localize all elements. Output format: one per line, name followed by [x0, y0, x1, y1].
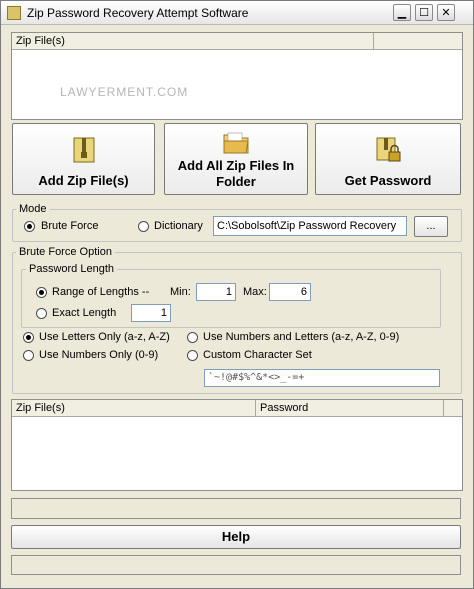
app-icon — [7, 6, 21, 20]
add-all-zip-files-button[interactable] — [164, 123, 308, 195]
zip-lock-icon — [374, 136, 402, 164]
brute-force-option-legend: Brute Force Option — [16, 246, 115, 258]
watermark: LAWYERMENT.COM — [60, 85, 189, 99]
maximize-button[interactable]: ☐ — [415, 4, 433, 21]
results-password-column-header[interactable]: Password — [256, 400, 444, 417]
numbers-only-label[interactable]: Use Numbers Only (0-9) — [39, 349, 159, 361]
results-empty-column-header — [444, 400, 462, 417]
numbers-and-letters-radio[interactable] — [187, 332, 198, 343]
exact-length-radio[interactable] — [36, 308, 47, 319]
minimize-button[interactable]: ▁ — [393, 4, 411, 21]
add-zip-files-button[interactable] — [12, 123, 155, 195]
folder-zip-icon — [222, 130, 250, 156]
zip-file-column-header[interactable]: Zip File(s) — [12, 33, 374, 50]
get-password-label: Get Password — [344, 173, 432, 188]
max-length-input[interactable]: 6 — [269, 283, 311, 301]
min-label: Min: — [170, 286, 191, 298]
mode-legend: Mode — [16, 203, 50, 215]
results-file-column-header[interactable]: Zip File(s) — [12, 400, 256, 417]
zip-file-list[interactable] — [11, 32, 463, 120]
close-button[interactable]: ✕ — [437, 4, 455, 21]
exact-length-input[interactable]: 1 — [131, 304, 171, 322]
empty-column-header — [374, 33, 462, 50]
dictionary-radio[interactable] — [138, 221, 149, 232]
custom-charset-input[interactable]: `~!@#$%^&*<>_-=+ — [204, 369, 440, 387]
custom-charset-radio[interactable] — [187, 350, 198, 361]
add-all-label-line1: Add All Zip Files In — [177, 158, 295, 173]
max-label: Max: — [243, 286, 267, 298]
brute-force-radio[interactable] — [24, 221, 35, 232]
range-of-lengths-radio[interactable] — [36, 287, 47, 298]
numbers-only-radio[interactable] — [23, 350, 34, 361]
dictionary-path-field[interactable]: C:\Sobolsoft\Zip Password Recovery — [213, 216, 407, 236]
title-bar[interactable] — [1, 1, 473, 25]
help-button[interactable]: Help — [11, 525, 461, 549]
range-of-lengths-label[interactable]: Range of Lengths -- — [52, 286, 150, 298]
browse-button[interactable]: ... — [414, 216, 448, 237]
add-all-label-line2: Folder — [216, 174, 256, 189]
custom-charset-label[interactable]: Custom Character Set — [203, 349, 312, 361]
zip-file-icon — [71, 136, 97, 164]
status-bar — [11, 555, 461, 575]
letters-only-radio[interactable] — [23, 332, 34, 343]
add-zip-files-label: Add Zip File(s) — [38, 173, 129, 188]
results-list[interactable] — [11, 399, 463, 491]
window-title: Zip Password Recovery Attempt Software — [27, 6, 249, 20]
brute-force-label[interactable]: Brute Force — [41, 220, 99, 232]
exact-length-label[interactable]: Exact Length — [52, 307, 117, 319]
progress-bar — [11, 498, 461, 519]
numbers-and-letters-label[interactable]: Use Numbers and Letters (a-z, A-Z, 0-9) — [203, 331, 400, 343]
letters-only-label[interactable]: Use Letters Only (a-z, A-Z) — [39, 331, 170, 343]
min-length-input[interactable]: 1 — [196, 283, 236, 301]
password-length-legend: Password Length — [26, 263, 117, 275]
dictionary-label[interactable]: Dictionary — [154, 220, 203, 232]
get-password-button[interactable] — [315, 123, 461, 195]
